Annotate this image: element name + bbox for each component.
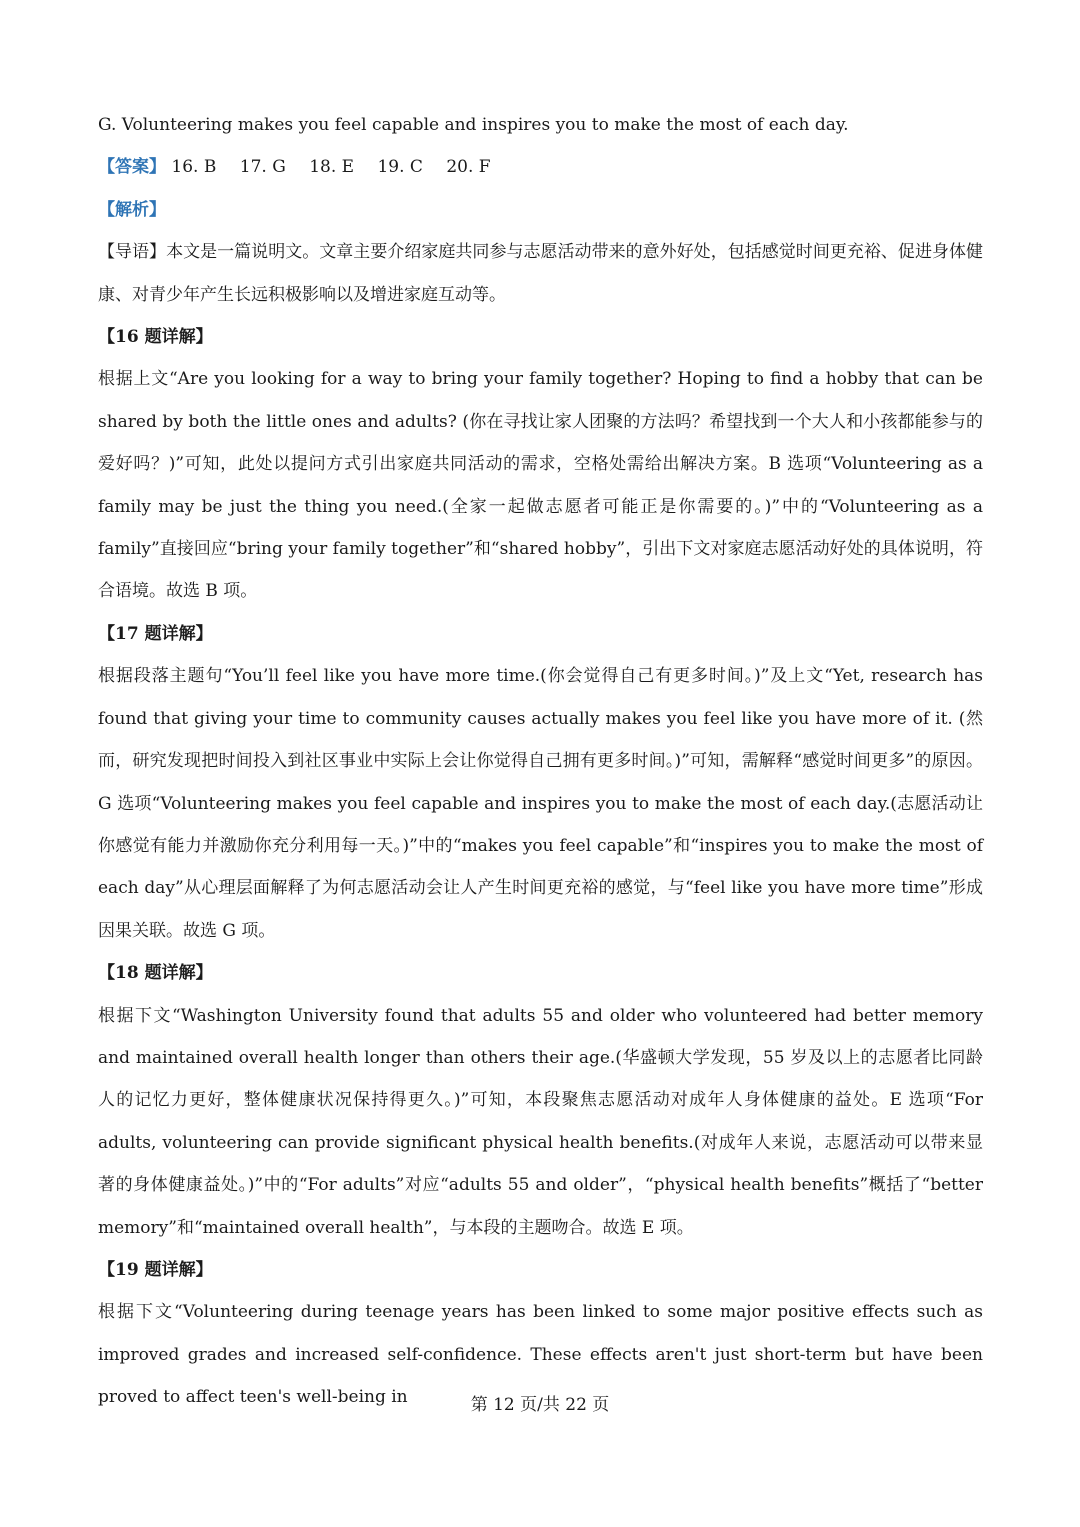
answer-17: 17. G bbox=[239, 157, 286, 178]
intro-paragraph: 【导语】本文是一篇说明文。文章主要介绍家庭共同参与志愿活动带来的意外好处，包括感觉时间更充裕、促进身体健康、对青少年产生长远积极影响以及增进家庭互动等。 bbox=[98, 242, 983, 305]
q16-explanation: 根据上文“Are you looking for a way to bring your family together? Hoping to find a hobby that can be shared by both the little ones and adults? (你在寻找让家人团聚的方法吗？希望找到一个大人和小孩都能参与的爱好吗？)”可知，此处以提问方式引出家庭共同活动的需求，空格处需给出解决方案。B 选项“Volunteering as a family may be just the thing you need.(全家一起做志愿者可能正是你需要的。)”中的“Volunteering as a family”直接回应“bring your family together”和“shared hobby”，引出下文对家庭志愿活动好处的具体说明，符合语境。故选 B 项。 bbox=[98, 369, 983, 602]
answer-20: 20. F bbox=[446, 157, 491, 178]
q17-explanation: 根据段落主题句“You’ll feel like you have more time.(你会觉得自己有更多时间。)”及上文“Yet, research has found that giving your time to community causes actually makes you feel like you have more of it. (然而，研究发现把时间投入到社区事业中实际上会让你觉得自己拥有更多时间。)”可知，需解释“感觉时间更多”的原因。G 选项“Volunteering makes you feel capable and inspires you to make the most of each day.(志愿活动让你感觉有能力并激励你充分利用每一天。)”中的“makes you feel capable”和“inspires you to make the most of each day”从心理层面解释了为何志愿活动会让人产生时间更充裕的感觉，与“feel like you have more time”形成因果关联。故选 G 项。 bbox=[98, 666, 983, 941]
answer-label: 【答案】 bbox=[98, 157, 166, 178]
answer-18: 18. E bbox=[309, 157, 355, 178]
q19-explanation: 根据下文“Volunteering during teenage years has been linked to some major positive effects such as improved grades and increased self-confidence. These effects aren't just short-term but have been proved to affect teen's well-being in bbox=[98, 1302, 983, 1408]
page-number-footer: 第 12 页/共 22 页 bbox=[470, 1395, 610, 1415]
answer-line bbox=[98, 146, 983, 188]
analysis-label: 【解析】 bbox=[98, 199, 166, 220]
q16-heading: 【16 题详解】 bbox=[98, 327, 213, 348]
q18-explanation: 根据下文“Washington University found that adults 55 and older who volunteered had better memory and maintained overall health longer than others their age.(华盛顿大学发现，55 岁及以上的志愿者比同龄人的记忆力更好，整体健康状况保持得更久。)”可知，本段聚焦志愿活动对成年人身体健康的益处。E 选项“For adults, volunteering can provide significant physical health benefits.(对成年人来说，志愿活动可以带来显著的身体健康益处。)”中的“For adults”对应“adults 55 and older”，“physical health benefits”概括了“better memory”和“maintained overall health”，与本段的主题吻合。故选 E 项。 bbox=[98, 1005, 983, 1238]
q17-heading: 【17 题详解】 bbox=[98, 623, 213, 644]
q18-heading: 【18 题详解】 bbox=[98, 963, 213, 984]
q19-heading: 【19 题详解】 bbox=[98, 1259, 213, 1280]
answer-16: 16. B bbox=[171, 157, 217, 178]
page-content bbox=[98, 104, 983, 1419]
option-g: G. Volunteering makes you feel capable and inspires you to make the most of each day. bbox=[98, 115, 849, 135]
answer-19: 19. C bbox=[377, 157, 423, 178]
